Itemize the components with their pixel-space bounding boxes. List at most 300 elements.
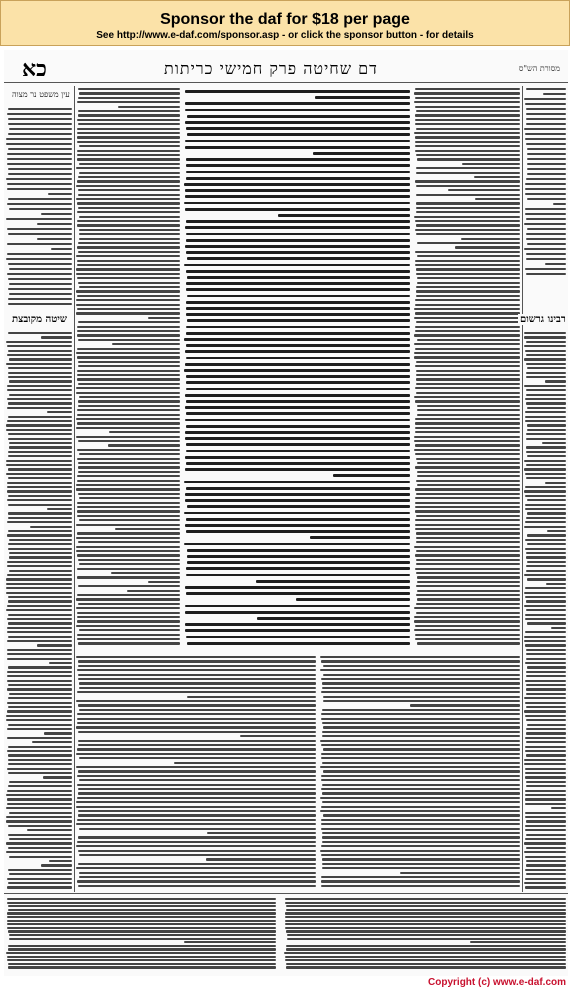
text-line: [78, 674, 316, 676]
text-line: [76, 801, 316, 803]
text-line: [185, 623, 410, 626]
text-line: [315, 96, 410, 99]
text-line: [78, 665, 316, 667]
tosafot-column: [76, 86, 180, 646]
text-line: [526, 565, 566, 567]
text-line: [415, 106, 520, 108]
text-line: [416, 211, 520, 213]
text-line: [414, 396, 520, 398]
text-line: [417, 642, 520, 644]
text-line: [461, 238, 520, 240]
text-line: [475, 198, 520, 200]
text-line: [77, 449, 180, 451]
text-line: [526, 238, 566, 240]
page-header: [4, 56, 568, 80]
text-line: [8, 763, 72, 765]
text-line: [416, 572, 520, 574]
text-line: [7, 407, 72, 409]
text-line: [546, 583, 566, 585]
text-line: [323, 696, 520, 698]
text-line: [526, 556, 566, 558]
text-line: [77, 620, 180, 622]
text-line: [527, 198, 566, 200]
ein-mishpat-label: עין משפט נר מצוה: [12, 90, 70, 99]
text-line: [525, 539, 566, 541]
text-line: [186, 233, 410, 236]
text-line: [77, 330, 180, 332]
text-line: [321, 753, 520, 755]
text-line: [77, 356, 180, 358]
text-line: [323, 748, 520, 750]
text-line: [78, 559, 180, 561]
text-line: [526, 394, 566, 396]
text-line: [525, 776, 566, 778]
text-line: [416, 378, 520, 380]
text-line: [8, 118, 72, 120]
text-line: [78, 361, 180, 363]
text-line: [111, 572, 180, 574]
text-line: [76, 537, 180, 539]
text-line: [76, 198, 180, 200]
text-line: [524, 759, 566, 761]
text-line: [184, 264, 410, 267]
text-line: [526, 402, 566, 404]
text-line: [543, 93, 566, 95]
masoret-column: [524, 86, 566, 276]
text-line: [7, 912, 276, 914]
text-line: [524, 605, 566, 607]
text-line: [77, 532, 180, 534]
text-line: [525, 768, 566, 770]
text-line: [320, 740, 520, 742]
text-line: [417, 242, 520, 244]
text-line: [77, 158, 180, 160]
text-line: [9, 781, 72, 783]
text-line: [8, 278, 72, 280]
text-line: [524, 842, 566, 844]
text-line: [414, 436, 520, 438]
text-line: [112, 343, 180, 345]
sponsor-title[interactable]: Sponsor the daf for $18 per page: [160, 11, 410, 28]
text-line: [525, 794, 566, 796]
text-line: [526, 376, 566, 378]
text-line: [7, 253, 72, 255]
text-line: [526, 688, 566, 690]
text-line: [525, 838, 566, 840]
text-line: [7, 768, 72, 770]
text-line: [8, 882, 72, 884]
text-line: [526, 741, 566, 743]
text-line: [526, 653, 566, 655]
text-line: [415, 387, 520, 389]
text-line: [77, 101, 180, 103]
text-line: [526, 233, 566, 235]
text-line: [187, 642, 410, 645]
text-line: [8, 548, 72, 550]
text-line: [416, 110, 520, 112]
text-line: [78, 836, 316, 838]
text-line: [77, 348, 180, 350]
text-line: [526, 570, 566, 572]
text-line: [76, 806, 316, 808]
text-line: [415, 400, 520, 402]
text-line: [414, 343, 520, 345]
text-line: [77, 277, 180, 279]
sponsor-banner[interactable]: [0, 0, 570, 46]
text-line: [527, 561, 566, 563]
text-line: [109, 431, 180, 433]
text-line: [415, 422, 520, 424]
text-line: [8, 233, 72, 235]
text-line: [8, 963, 276, 965]
text-line: [524, 248, 566, 250]
text-line: [7, 902, 276, 904]
text-line: [6, 592, 72, 594]
text-line: [78, 740, 316, 742]
text-line: [79, 876, 316, 878]
text-line: [77, 880, 316, 882]
text-line: [524, 460, 566, 462]
text-line: [48, 193, 72, 195]
text-line: [415, 145, 520, 147]
text-line: [148, 317, 180, 319]
bottom-commentary-right: [320, 654, 520, 890]
bottom-commentary-left: [76, 654, 316, 890]
text-line: [78, 176, 180, 178]
text-line: [526, 354, 566, 356]
text-line: [76, 484, 180, 486]
text-line: [30, 526, 72, 528]
text-line: [416, 154, 520, 156]
text-line: [6, 842, 72, 844]
text-line: [7, 398, 72, 400]
text-line: [77, 502, 180, 504]
text-line: [323, 814, 520, 816]
text-line: [320, 797, 520, 799]
text-line: [417, 484, 520, 486]
text-line: [415, 114, 520, 116]
text-line: [415, 251, 520, 253]
text-line: [416, 224, 520, 226]
text-line: [9, 693, 72, 695]
text-line: [416, 594, 520, 596]
text-line: [285, 898, 566, 900]
text-line: [416, 233, 520, 235]
text-line: [322, 731, 520, 733]
text-line: [547, 530, 566, 532]
text-line: [525, 790, 566, 792]
text-line: [187, 696, 316, 698]
text-line: [526, 438, 566, 440]
text-line: [415, 528, 520, 530]
copyright-link[interactable]: Copyright (c) www.e-daf.com: [428, 977, 566, 988]
text-line: [8, 133, 72, 135]
text-line: [47, 508, 72, 510]
text-line: [6, 424, 72, 426]
text-line: [8, 376, 72, 378]
text-line: [186, 270, 410, 273]
text-line: [8, 966, 276, 968]
text-line: [6, 460, 72, 462]
text-line: [77, 128, 180, 130]
text-line: [323, 726, 520, 728]
text-line: [78, 770, 316, 772]
text-line: [77, 409, 180, 411]
text-line: [77, 264, 180, 266]
text-line: [184, 369, 410, 372]
text-line: [7, 878, 72, 880]
text-line: [323, 770, 520, 772]
text-line: [416, 612, 520, 614]
text-line: [77, 748, 316, 750]
text-line: [553, 203, 566, 205]
text-line: [186, 307, 410, 310]
ein-mishpat-column: [6, 86, 72, 306]
text-line: [185, 456, 410, 459]
text-line: [322, 735, 520, 737]
text-line: [526, 363, 566, 365]
text-line: [76, 436, 180, 438]
text-line: [455, 246, 520, 248]
text-line: [27, 829, 72, 831]
text-line: [184, 183, 410, 186]
text-line: [7, 790, 72, 792]
text-line: [414, 607, 520, 609]
text-line: [8, 303, 72, 305]
text-line: [551, 627, 566, 629]
text-line: [8, 543, 72, 545]
text-line: [7, 273, 72, 275]
text-line: [7, 959, 276, 961]
text-line: [76, 488, 180, 490]
text-line: [6, 609, 72, 611]
text-line: [321, 823, 520, 825]
text-line: [524, 345, 566, 347]
text-line: [76, 607, 180, 609]
text-line: [78, 189, 180, 191]
text-line: [414, 216, 520, 218]
text-line: [7, 345, 72, 347]
text-line: [417, 475, 520, 477]
text-line: [9, 539, 72, 541]
text-line: [527, 666, 566, 668]
text-line: [525, 746, 566, 748]
text-line: [127, 590, 180, 592]
text-line: [526, 671, 566, 673]
text-line: [77, 180, 180, 182]
text-line: [416, 493, 520, 495]
text-line: [49, 662, 72, 664]
text-line: [77, 326, 180, 328]
text-line: [8, 614, 72, 616]
text-line: [108, 444, 180, 446]
text-line: [526, 253, 566, 255]
text-line: [7, 803, 72, 805]
text-line: [524, 468, 566, 470]
text-line: [77, 202, 180, 204]
text-line: [187, 555, 410, 558]
text-line: [7, 113, 72, 115]
text-line: [526, 372, 566, 374]
text-line: [78, 863, 316, 865]
text-line: [321, 885, 520, 887]
text-line: [527, 158, 566, 160]
text-line: [321, 876, 520, 878]
text-line: [76, 304, 180, 306]
text-line: [321, 713, 520, 715]
text-line: [527, 163, 566, 165]
text-line: [8, 724, 72, 726]
text-line: [333, 474, 410, 477]
text-line: [323, 665, 520, 667]
text-line: [7, 798, 72, 800]
text-line: [525, 750, 566, 752]
text-line: [148, 581, 180, 583]
text-line: [542, 442, 566, 444]
text-line: [416, 268, 520, 270]
text-line: [525, 188, 566, 190]
text-line: [322, 682, 520, 684]
text-line: [527, 173, 566, 175]
text-line: [185, 90, 410, 93]
text-line: [78, 585, 180, 587]
text-line: [78, 251, 180, 253]
text-line: [525, 138, 566, 140]
text-line: [7, 710, 72, 712]
text-line: [416, 550, 520, 552]
text-line: [185, 611, 410, 614]
text-line: [545, 482, 566, 484]
text-line: [7, 923, 276, 925]
text-line: [78, 493, 180, 495]
text-line: [321, 744, 520, 746]
text-line: [9, 442, 72, 444]
text-line: [77, 669, 316, 671]
text-line: [185, 437, 410, 440]
text-line: [41, 864, 72, 866]
text-line: [77, 515, 180, 517]
text-line: [9, 838, 72, 840]
text-line: [415, 519, 520, 521]
text-line: [526, 706, 566, 708]
text-line: [7, 737, 72, 739]
text-line: [526, 785, 566, 787]
text-line: [77, 136, 180, 138]
text-line: [77, 224, 180, 226]
text-line: [525, 587, 566, 589]
text-line: [322, 863, 520, 865]
text-line: [7, 354, 72, 356]
text-line: [77, 554, 180, 556]
text-line: [8, 433, 72, 435]
text-line: [78, 642, 180, 644]
text-line: [6, 807, 72, 809]
text-line: [417, 581, 520, 583]
text-line: [8, 298, 72, 300]
talmud-page: [4, 50, 568, 976]
text-line: [78, 440, 180, 442]
text-line: [7, 728, 72, 730]
text-line: [185, 394, 410, 397]
text-line: [76, 392, 180, 394]
text-line: [414, 546, 520, 548]
text-line: [8, 706, 72, 708]
text-line: [8, 173, 72, 175]
text-line: [77, 422, 180, 424]
text-line: [7, 158, 72, 160]
text-line: [8, 416, 72, 418]
text-line: [78, 321, 180, 323]
text-line: [8, 451, 72, 453]
text-line: [7, 228, 72, 230]
text-line: [76, 268, 180, 270]
text-line: [6, 341, 72, 343]
text-line: [187, 295, 410, 298]
text-line: [416, 286, 520, 288]
text-line: [76, 524, 180, 526]
text-line: [415, 444, 520, 446]
text-line: [525, 737, 566, 739]
text-line: [187, 257, 410, 260]
text-line: [78, 788, 316, 790]
daf-number: כא: [22, 56, 47, 82]
text-line: [185, 586, 410, 589]
text-line: [187, 549, 410, 552]
text-line: [7, 574, 72, 576]
text-line: [525, 350, 566, 352]
text-line: [41, 213, 72, 215]
text-line: [321, 828, 520, 830]
text-line: [186, 251, 410, 254]
text-line: [186, 332, 410, 335]
text-line: [78, 885, 316, 887]
text-line: [79, 872, 316, 874]
text-line: [287, 934, 566, 936]
text-line: [524, 882, 566, 884]
text-line: [8, 455, 72, 457]
text-line: [8, 948, 276, 950]
text-line: [525, 680, 566, 682]
text-line: [527, 153, 566, 155]
text-line: [321, 854, 520, 856]
text-line: [186, 567, 410, 570]
text-line: [79, 709, 316, 711]
text-line: [415, 506, 520, 508]
text-line: [185, 605, 410, 608]
text-line: [37, 223, 72, 225]
text-line: [415, 123, 520, 125]
text-line: [76, 255, 180, 257]
text-line: [525, 816, 566, 818]
text-line: [185, 146, 410, 149]
text-line: [186, 388, 410, 391]
text-line: [525, 715, 566, 717]
text-line: [7, 886, 72, 888]
text-line: [78, 603, 180, 605]
text-line: [320, 766, 520, 768]
text-line: [185, 493, 410, 496]
text-line: [77, 568, 180, 570]
text-line: [414, 620, 520, 622]
text-line: [41, 336, 72, 338]
sponsor-subtitle-link[interactable]: See http://www.e-daf.com/sponsor.asp - or click the sponsor button - for details: [96, 30, 474, 41]
text-line: [77, 374, 180, 376]
text-line: [206, 858, 316, 860]
text-line: [286, 945, 566, 947]
text-line: [6, 794, 72, 796]
text-line: [78, 744, 316, 746]
text-line: [77, 246, 180, 248]
